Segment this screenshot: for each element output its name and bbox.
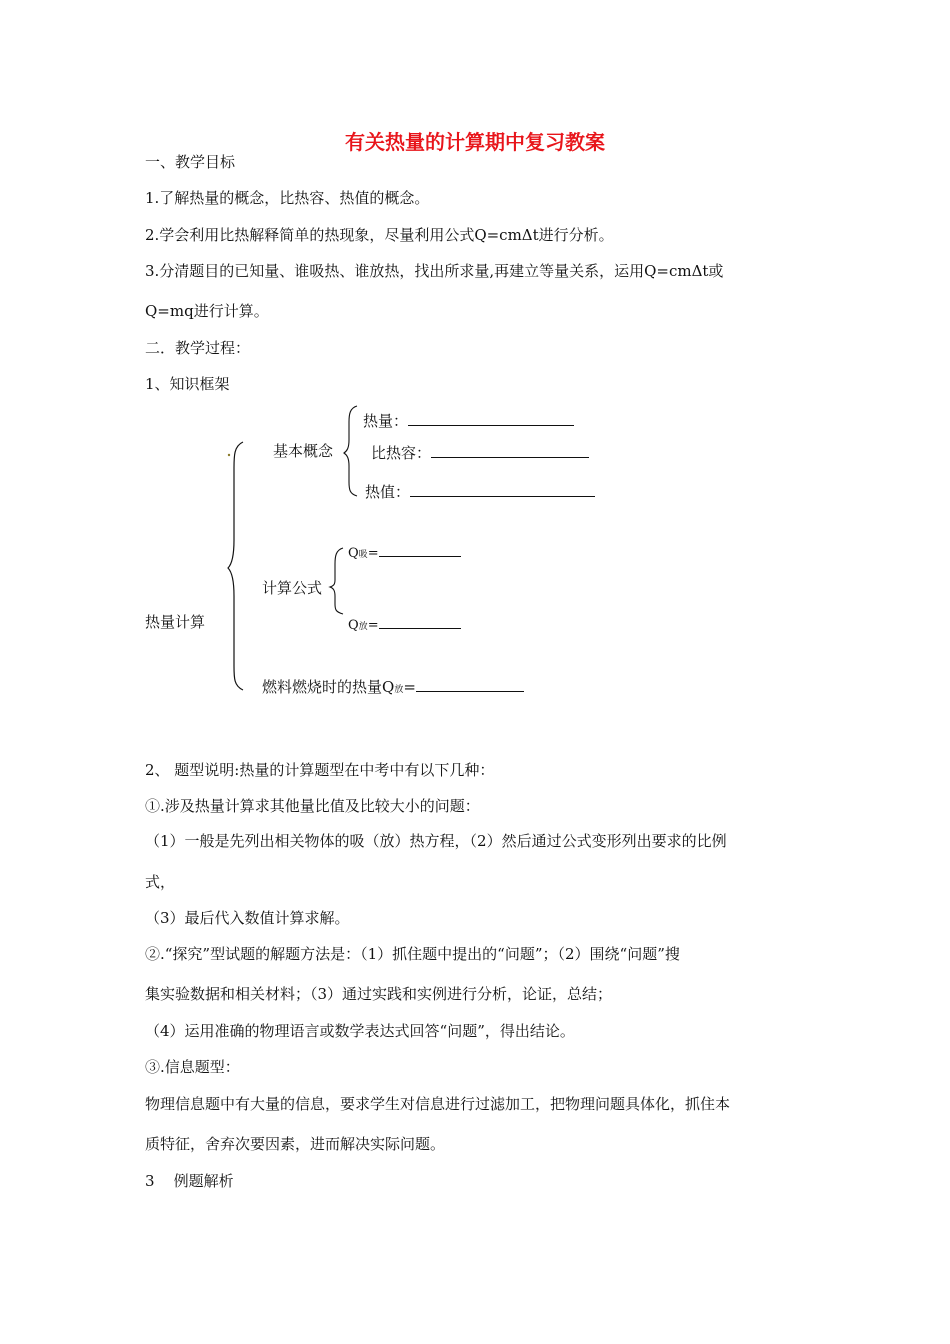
- basic-brace: [344, 406, 357, 496]
- type-1-line-2: 式，: [145, 873, 176, 891]
- framework-fuel-row: [262, 676, 524, 700]
- heat-value-blank: [410, 481, 595, 497]
- goal-3-line-2: Q=mq进行计算。: [145, 302, 269, 320]
- types-heading: 2、 题型说明:热量的计算题型在中考中有以下几种：: [145, 761, 495, 779]
- framework-heat-row: [363, 410, 574, 431]
- type-1-line-3: （3）最后代入数值计算求解。: [145, 909, 350, 927]
- heat-blank: [408, 410, 574, 426]
- type-3-line-1: 物理信息题中有大量的信息，要求学生对信息进行过滤加工，把物理问题具体化，抓住本: [145, 1095, 731, 1113]
- fuel-eq: =: [403, 678, 416, 696]
- fuel-label: 燃料燃烧时的热量Q: [262, 678, 395, 696]
- goal-3-line-1: 3.分清题目的已知量、谁吸热、谁放热，找出所求量,再建立等量关系，运用Q=cmΔt或: [145, 262, 724, 280]
- type-2-line-2: 集实验数据和相关材料；（3）通过实践和实例进行分析，论证，总结；: [145, 985, 613, 1003]
- fuel-subscript: 放: [394, 685, 404, 695]
- document-title: 有关热量的计算期中复习教案: [345, 130, 605, 154]
- goal-2: 2.学会利用比热解释简单的热现象，尽量利用公式Q=cmΔt进行分析。: [145, 226, 614, 244]
- q-release-subscript: 放: [358, 622, 368, 632]
- type-2-line-3: （4）运用准确的物理语言或数学表达式回答“问题”，得出结论。: [145, 1022, 575, 1040]
- q-absorb-blank: [379, 543, 461, 557]
- q-release-symbol: Q: [348, 618, 359, 633]
- specific-heat-blank: [431, 442, 589, 458]
- framework-heat-value-row: [365, 481, 595, 502]
- framework-basic-concept: 基本概念: [273, 442, 334, 460]
- process-heading: 二．教学过程：: [145, 339, 251, 357]
- framework-formula: 计算公式: [262, 579, 323, 597]
- q-absorb-eq: =: [367, 546, 379, 561]
- q-absorb-subscript: 吸: [358, 550, 368, 560]
- root-brace: [228, 442, 243, 690]
- q-release-blank: [379, 615, 461, 629]
- type-2-line-1: ②.“探究”型试题的解题方法是：（1）抓住题中提出的“问题”；（2）围绕“问题”搜: [145, 945, 680, 963]
- framework-q-absorb-row: [348, 543, 461, 565]
- framework-heat-label: 热量：: [363, 412, 409, 430]
- goals-heading: 一、教学目标: [145, 153, 236, 171]
- type-1-line-1: （1）一般是先列出相关物体的吸（放）热方程，（2）然后通过公式变形列出要求的比例: [145, 832, 727, 850]
- small-dot-mark: [228, 454, 230, 456]
- framework-specific-heat-row: [371, 442, 589, 463]
- goal-1: 1.了解热量的概念，比热容、热值的概念。: [145, 189, 430, 207]
- type-1-heading: ①.涉及热量计算求其他量比值及比较大小的问题：: [145, 797, 480, 815]
- type-3-heading: ③.信息题型：: [145, 1058, 240, 1076]
- framework-root: 热量计算: [145, 613, 206, 631]
- framework-heat-value-label: 热值：: [365, 483, 411, 501]
- type-3-line-2: 质特征，舍弃次要因素，进而解决实际问题。: [145, 1135, 446, 1153]
- framework-heading: 1、知识框架: [145, 375, 230, 393]
- framework-q-release-row: [348, 615, 461, 637]
- examples-heading: 3 例题解析: [145, 1172, 234, 1190]
- fuel-blank: [416, 676, 524, 692]
- q-release-eq: =: [367, 618, 379, 633]
- formula-brace: [330, 548, 343, 614]
- framework-specific-heat-label: 比热容：: [371, 444, 432, 462]
- q-absorb-symbol: Q: [348, 546, 359, 561]
